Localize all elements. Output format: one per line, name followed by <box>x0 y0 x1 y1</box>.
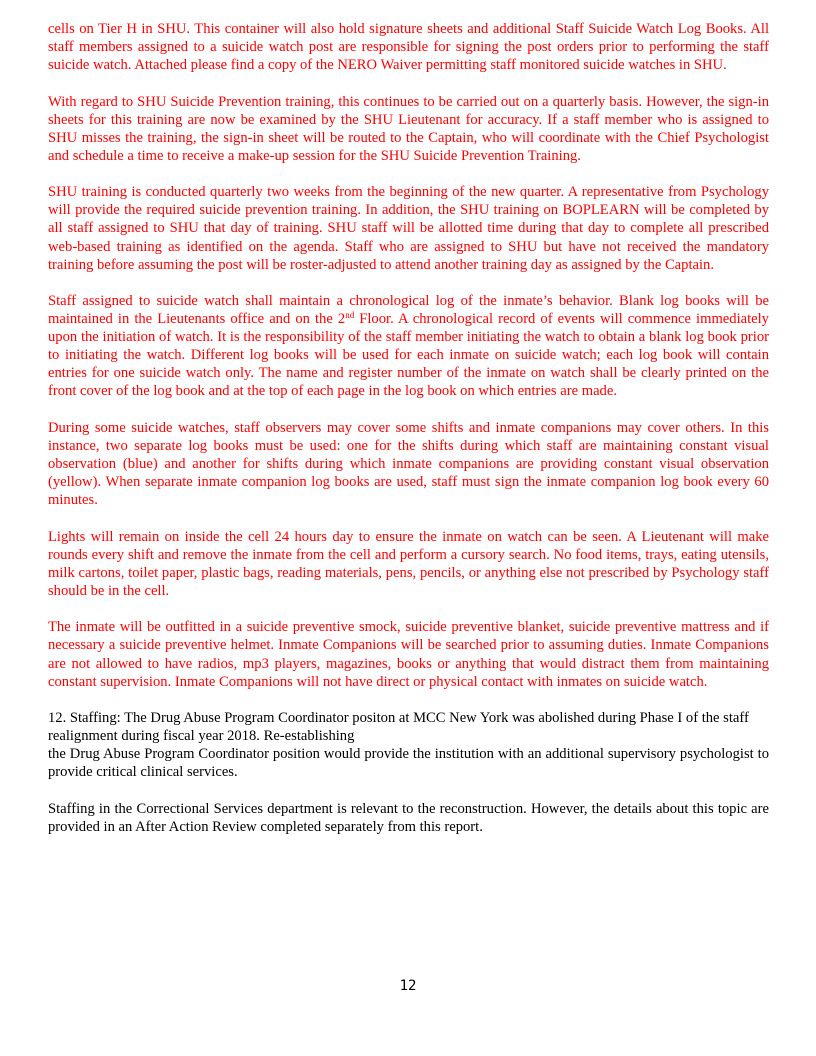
paragraph-inmate-outfitting: The inmate will be outfitted in a suicide preventive smock, suicide preventive blanket, suicide preventive mattress and if necessary a suicide preventive helmet. Inmate Companions will be searched prior to assuming duties. Inmate Companions are not allowed to have radios, mp3 players, magazines, books or anything that would distract them from maintaining constant supervision. Inmate Companions will not have direct or physical contact with inmates on suicide watch. <box>48 619 769 690</box>
paragraph-shu-training-quarterly: SHU training is conducted quarterly two weeks from the beginning of the new quarter. A representative from Psychology will provide the required suicide prevention training. In addition, the SHU training on BOPLEARN will be completed by all staff assigned to SHU that day of training. SHU staff will be allotted time during that day to complete all prescribed web-based training as identified on the agenda. Staff who are assigned to SHU but have not received the mandatory training before assuming the post will be roster-adjusted to attend another training day as assigned by the Captain. <box>48 184 769 273</box>
staffing-line-2: the Drug Abuse Program Coordinator position would provide the institution with an additional supervisory psychologist to provide critical clinical services. <box>48 746 769 781</box>
document-body <box>48 20 769 854</box>
paragraph-chronological-log <box>48 292 769 401</box>
paragraph-correctional-services: Staffing in the Correctional Services department is relevant to the reconstruction. However, the details about this topic are provided in an After Action Review completed separately from this report. <box>48 800 769 835</box>
log-text-start: Staff assigned to suicide watch shall maintain a chronological log of the inmate’s behavior. Blank log books will be maintained in the Lieutenants office and on the 2 <box>48 293 769 328</box>
paragraph-separate-log-books: During some suicide watches, staff observers may cover some shifts and inmate companions may cover others. In this instance, two separate log books must be used: one for the shifts during which staff are maintaining constant visual observation (blue) and another for shifts during which inmate companions are providing constant visual observation (yellow). When separate inmate companion log books are used, staff must sign the inmate companion log book every 60 minutes. <box>48 419 769 509</box>
paragraph-shu-suicide-prevention-training: With regard to SHU Suicide Prevention training, this continues to be carried out on a quarterly basis. However, the sign-in sheets for this training are now be examined by the SHU Lieutenant for accuracy. If a staff member who is assigned to SHU misses the training, the sign-in sheet will be routed to the Captain, who will coordinate with the Chief Psychologist and schedule a time to receive a make-up session for the SHU Suicide Prevention Training. <box>48 93 769 164</box>
paragraph-lights-and-search: Lights will remain on inside the cell 24 hours day to ensure the inmate on watch can be seen. A Lieutenant will make rounds every shift and remove the inmate from the cell and perform a cursory search. No food items, trays, eating utensils, milk cartons, toilet paper, plastic bags, reading materials, pens, pencils, or anything else not prescribed by Psychology staff should be in the cell. <box>48 528 769 599</box>
paragraph-suicide-watch-container: cells on Tier H in SHU. This container will also hold signature sheets and additional Staff Suicide Watch Log Books. All staff members assigned to a suicide watch post are responsible for signing the post orders prior to performing the staff suicide watch. Attached please find a copy of the NERO Waiver permitting staff monitored suicide watches in SHU. <box>48 21 769 74</box>
page-number: 12 <box>399 978 417 994</box>
floor-ordinal-suffix: nd <box>345 310 355 321</box>
staffing-line-1: 12. Staffing: The Drug Abuse Program Coordinator positon at MCC New York was abolished during Phase I of the staff realignment during fiscal year 2018. Re-establishing <box>48 709 749 745</box>
log-text-end: Floor. A chronological record of events will commence immediately upon the initiation of watch. It is the responsibility of the staff member initiating the watch to obtain a blank log book prior to initiating the watch. Different log books will be used for each inmate on suicide watch; each log book will contain entries for one suicide watch only. The name and register number of the inmate on watch shall be clearly printed on the front cover of the log book and at the top of each page in the log book on which entries are made. <box>48 311 769 400</box>
paragraph-staffing <box>48 709 769 781</box>
